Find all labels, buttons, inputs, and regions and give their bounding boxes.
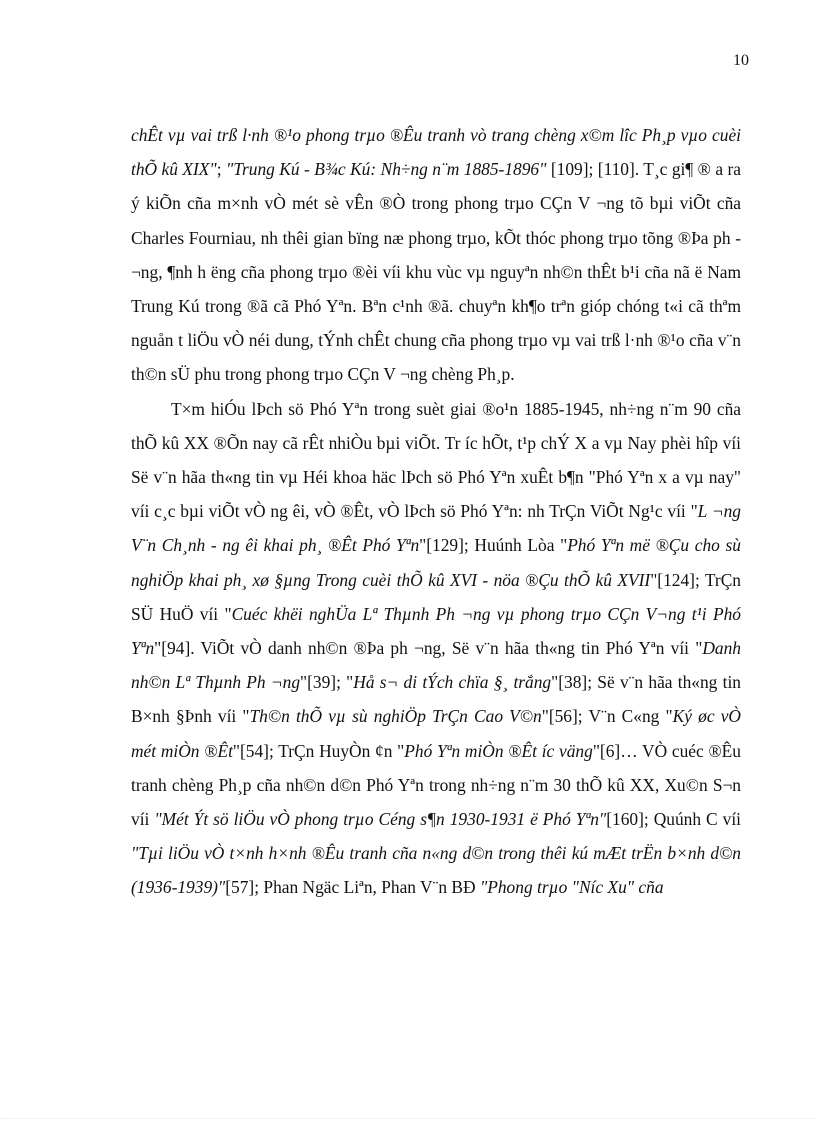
- italic-citation: "Phong trµo "Níc Xu" cña: [479, 877, 664, 898]
- text-run: T×m hiÓu lÞch sö Phó Yªn trong suèt giai ®o¹n 1885-1945, nh÷ng n¨m 90 cña thÕ kû XX ®Õn nay cã rÊt nhiÒu bµi viÕt. Tr íc hÕt, t¹p chÝ X a vµ Nay phèi hîp víi Së v¨n hãa th«ng tin vµ Héi khoa häc lÞch sö Phó Yªn xuÊt b¶n "Phó Yªn x a vµ nay" víi c¸c bµi viÕt vÒ ng êi, vÒ ®Êt, vÒ lÞch sö Phó Yªn: nh TrÇn ViÕt Ng¹c víi ": [131, 398, 741, 522]
- italic-citation: Ký øc vÒ mét miÒn ®Êt: [131, 706, 741, 761]
- text-run: [160]; Quúnh C víi: [606, 809, 741, 830]
- text-run: "[124]; TrÇn SÜ HuÖ víi ": [131, 569, 742, 624]
- text-run: ;: [216, 159, 226, 180]
- text-run: "[54]; TrÇn HuyÒn ¢n ": [232, 740, 405, 761]
- text-run: "[39]; ": [300, 672, 354, 693]
- text-run: "[6]… VÒ cuéc ®Êu tranh chèng Ph¸p cña nh©n d©n Phó Yªn trong nh÷ng n¨m 30 thÕ kû XX, Xu©n S¬n víi: [131, 740, 741, 830]
- italic-citation: chÊt vµ vai trß l·nh ®¹o phong trµo ®Êu tranh vò trang chèng x©m lîc Ph¸p vµo cuèi thÕ kû XIX": [131, 125, 741, 180]
- body-text: [131, 118, 741, 905]
- italic-citation: Cuéc khëi nghÜa Lª Thµnh Ph ¬ng vµ phong trµo CÇn V¬ng t¹i Phó Yªn: [131, 603, 742, 659]
- paragraph: [131, 392, 741, 905]
- text-run: [109]; [110]. T¸c gi¶ ® a ra ý kiÕn cña m×nh vÒ mét sè vÊn ®Ò trong phong trµo CÇn V ¬ng tõ bµi viÕt cña Charles Fourniau, nh thêi gian bïng næ phong trµo, kÕt thóc phong trµo tõng ®Þa ph ¬ng, ¶nh h ëng cña phong trµo ®èi víi khu vùc vµ nguyªn nh©n thÊt b¹i cña nã ë Nam Trung Kú trong ®ã cã Phó Yªn. Bªn c¹nh ®ã. chuyªn kh¶o trªn gióp chóng t«i cã thªm nguån t liÖu vÒ néi dung, tÝnh chÊt chung cña phong trµo vµ vai trß l·nh ®¹o cña v¨n th©n sÜ phu trong phong trµo CÇn V ¬ng chèng Ph¸p.: [131, 159, 741, 385]
- text-run: "[94]. ViÕt vÒ danh nh©n ®Þa ph ¬ng, Së v¨n hãa th«ng tin Phó Yªn víi ": [154, 638, 703, 659]
- italic-citation: Hå s¬ di tÝch chïa §¸ trắng: [353, 672, 552, 693]
- italic-citation: "Mét Ýt sö liÖu vÒ phong trµo Céng s¶n 1930-1931 ë Phó Yªn": [154, 809, 607, 830]
- page-number: 10: [733, 52, 749, 69]
- italic-citation: Phó Yªn më ®Çu cho sù nghiÖp khai ph¸ xø §µng Trong cuèi thÕ kû XVI - nöa ®Çu thÕ kû XVII: [131, 535, 741, 590]
- text-run: "[38]; Së v¨n hãa th«ng tin B×nh §Þnh víi ": [131, 672, 741, 727]
- paragraph: [131, 118, 741, 392]
- italic-citation: "Trung Kú - B¾c Kú: Nh÷ng n¨m 1885-1896": [226, 159, 547, 180]
- text-run: "[129]; Huúnh Lòa ": [419, 535, 568, 556]
- italic-citation: L ¬ng V¨n Ch¸nh - ng êi khai ph¸ ®Êt Phó Yªn: [131, 501, 741, 556]
- italic-citation: Danh nh©n Lª Thµnh Ph ¬ng: [131, 638, 741, 693]
- italic-citation: "Tµi liÖu vÒ t×nh h×nh ®Êu tranh cña n«ng d©n trong thêi kú mÆt trËn b×nh d©n (1936-1939)": [131, 843, 741, 898]
- italic-citation: Phó Yªn miÒn ®Êt íc väng: [404, 740, 593, 761]
- italic-citation: Th©n thÕ vµ sù nghiÖp TrÇn Cao V©n: [249, 706, 542, 727]
- text-run: "[56]; V¨n C«ng ": [541, 706, 673, 727]
- text-run: [57]; Phan Ngäc Liªn, Phan V¨n BÐ: [225, 877, 480, 898]
- page-bottom-divider: [0, 1118, 816, 1119]
